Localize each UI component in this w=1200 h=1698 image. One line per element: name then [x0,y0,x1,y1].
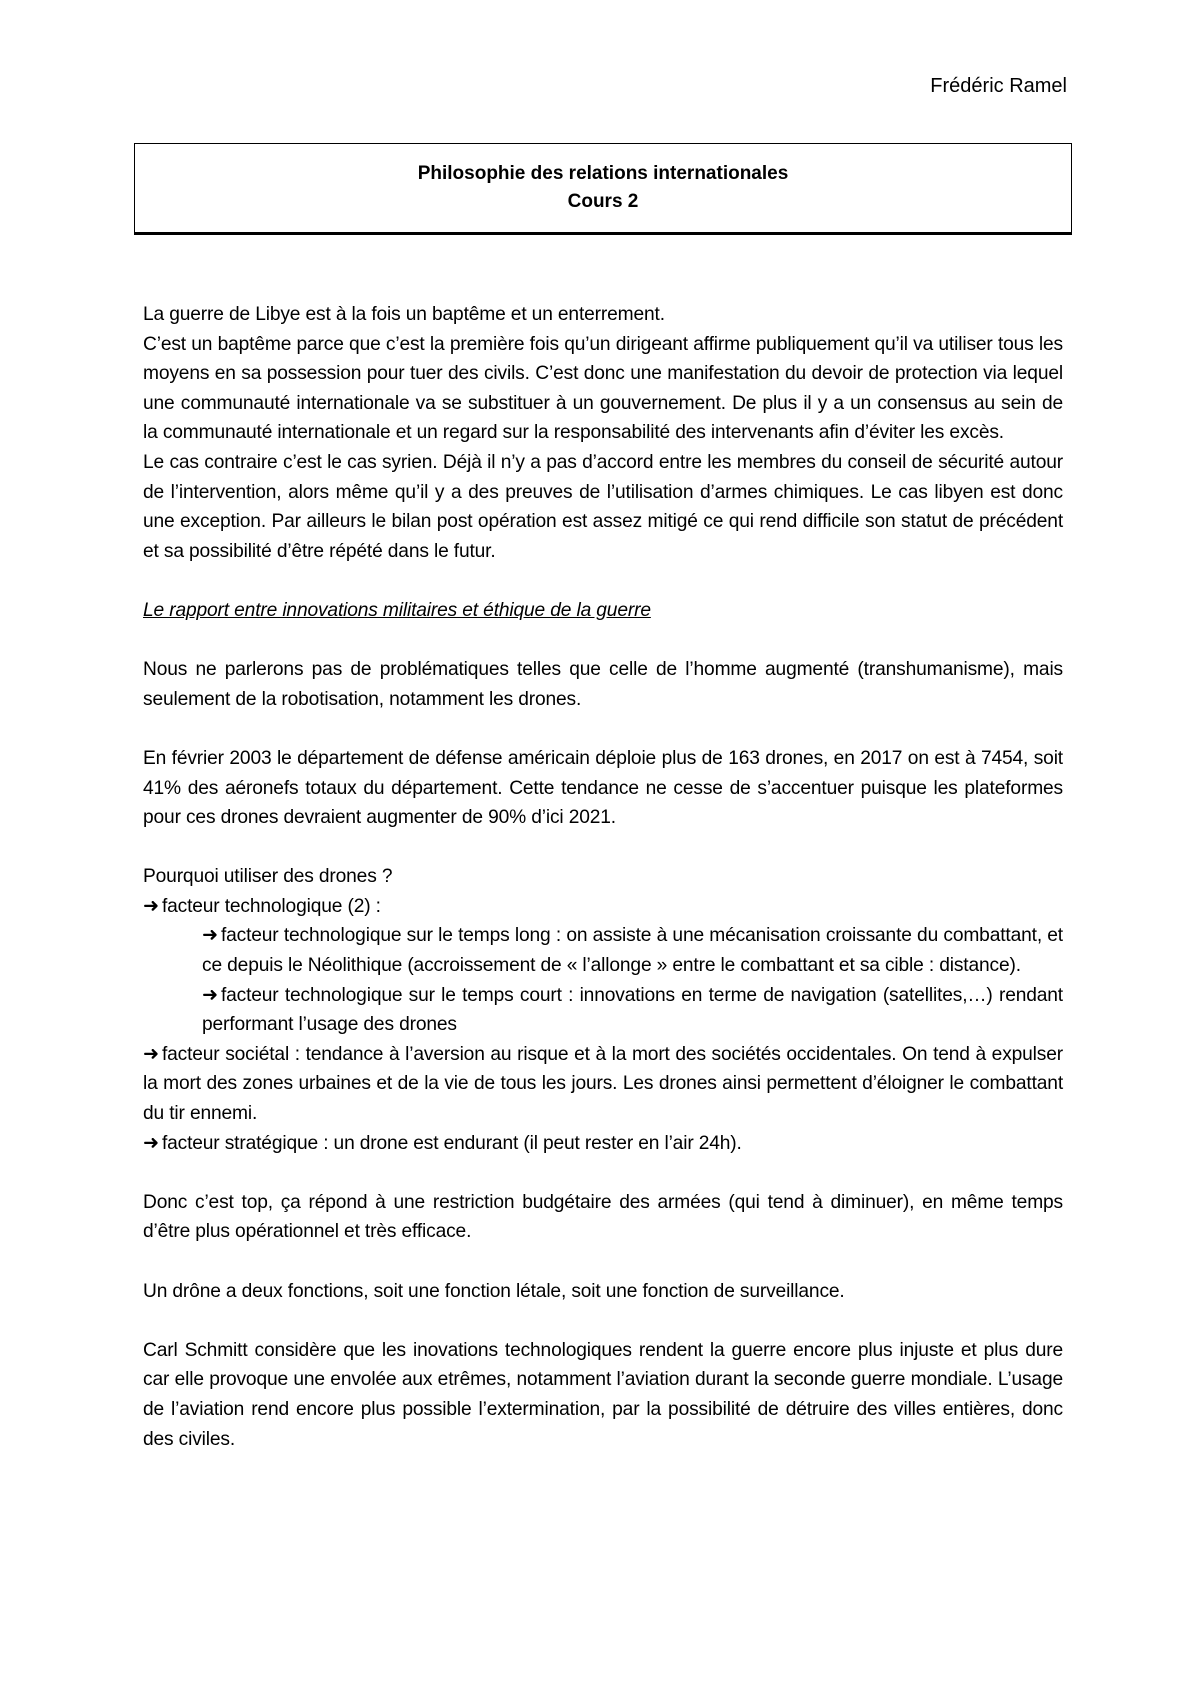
paragraph-carl-schmitt: Carl Schmitt considère que les inovations technologiques rendent la guerre encore plus injuste et plus dure car elle provoque une envolée aux etrêmes, notamment l’aviation durant la seconde guerre mondiale. L’usage de l’aviation rend encore plus possible l’extermination, par la possibilité de détruire des villes entières, donc des civiles. [143,1339,1063,1450]
paragraph-libye-bapteme: C’est un baptême parce que c’est la première fois qu’un dirigeant affirme publiquement qu’il va utiliser tous les moyens en sa possession pour tuer des civils. C’est donc une manifestation du devoir de protection via lequel une communauté internationale va se substituer à un gouvernement. De plus il y a un consensus au sein de la communauté internationale et un regard sur la responsabilité des intervenants afin d’éviter les excès. [143,333,1063,444]
question-line: Pourquoi utiliser des drones ? [143,866,393,888]
right-arrow-icon: ➜ [143,1132,159,1154]
right-arrow-icon: ➜ [202,984,218,1006]
right-arrow-icon: ➜ [143,1043,159,1065]
sub-bullet-temps-long: ➜ facteur technologique sur le temps long : on assiste à une mécanisation croissante du combattant, et ce depuis le Néolithique (accroissement de « l’allonge » entre le combattant et sa cible : distance). [143,921,1063,980]
paragraph-transhumanisme: Nous ne parlerons pas de problématiques telles que celle de l’homme augmenté (transhumanisme), mais seulement de la robotisation, notamment les drones. [143,659,1063,710]
bullet-facteur-societal: ➜ facteur sociétal : tendance à l’aversion au risque et à la mort des sociétés occidentales. On tend à expulser la mort des zones urbaines et de la vie de tous les jours. Les drones ainsi permettent d’éloigner le combattant du tir ennemi. [143,1040,1063,1129]
right-arrow-icon: ➜ [143,895,159,917]
course-number: Cours 2 [567,191,639,212]
sub-bullet-temps-court: ➜ facteur technologique sur le temps court : innovations en terme de navigation (satellites,…) rendant performant l’usage des drones [143,981,1063,1040]
paragraph-libye-intro: La guerre de Libye est à la fois un baptême et un enterrement. [143,304,665,325]
document-body [143,300,1063,1454]
title-box [134,143,1072,235]
paragraph-fonctions-drone: Un drône a deux fonctions, soit une fonction létale, soit une fonction de surveillance. [143,1280,845,1302]
course-title: Philosophie des relations internationales [417,163,789,184]
paragraph-budget: Donc c’est top, ça répond à une restriction budgétaire des armées (qui tend à diminuer), en même temps d’être plus opérationnel et très efficace. [143,1191,1063,1243]
bullet-facteur-strategique: ➜ facteur stratégique : un drone est endurant (il peut rester en l’air 24h). [143,1129,1063,1159]
bullet-facteur-technologique: ➜ facteur technologique (2) : [143,892,1063,922]
paragraph-syrie: Le cas contraire c’est le cas syrien. Déjà il n’y a pas d’accord entre les membres du conseil de sécurité autour de l’intervention, alors même qu’il y a des preuves de l’utilisation d’armes chimiques. Le cas libyen est donc une exception. Par ailleurs le bilan post opération est assez mitigé ce qui rend difficile son statut de précédent et sa possibilité d’être répété dans le futur. [143,451,1063,562]
author-name: Frédéric Ramel [930,75,1067,97]
section-heading: Le rapport entre innovations militaires et éthique de la guerre [143,599,651,621]
right-arrow-icon: ➜ [202,925,218,947]
paragraph-statistiques-drones: En février 2003 le département de défense américain déploie plus de 163 drones, en 2017 on est à 7454, soit 41% des aéronefs totaux du département. Cette tendance ne cesse de s’accentuer puisque les plateformes pour ces drones devraient augmenter de 90% d’ici 2021. [143,747,1063,829]
